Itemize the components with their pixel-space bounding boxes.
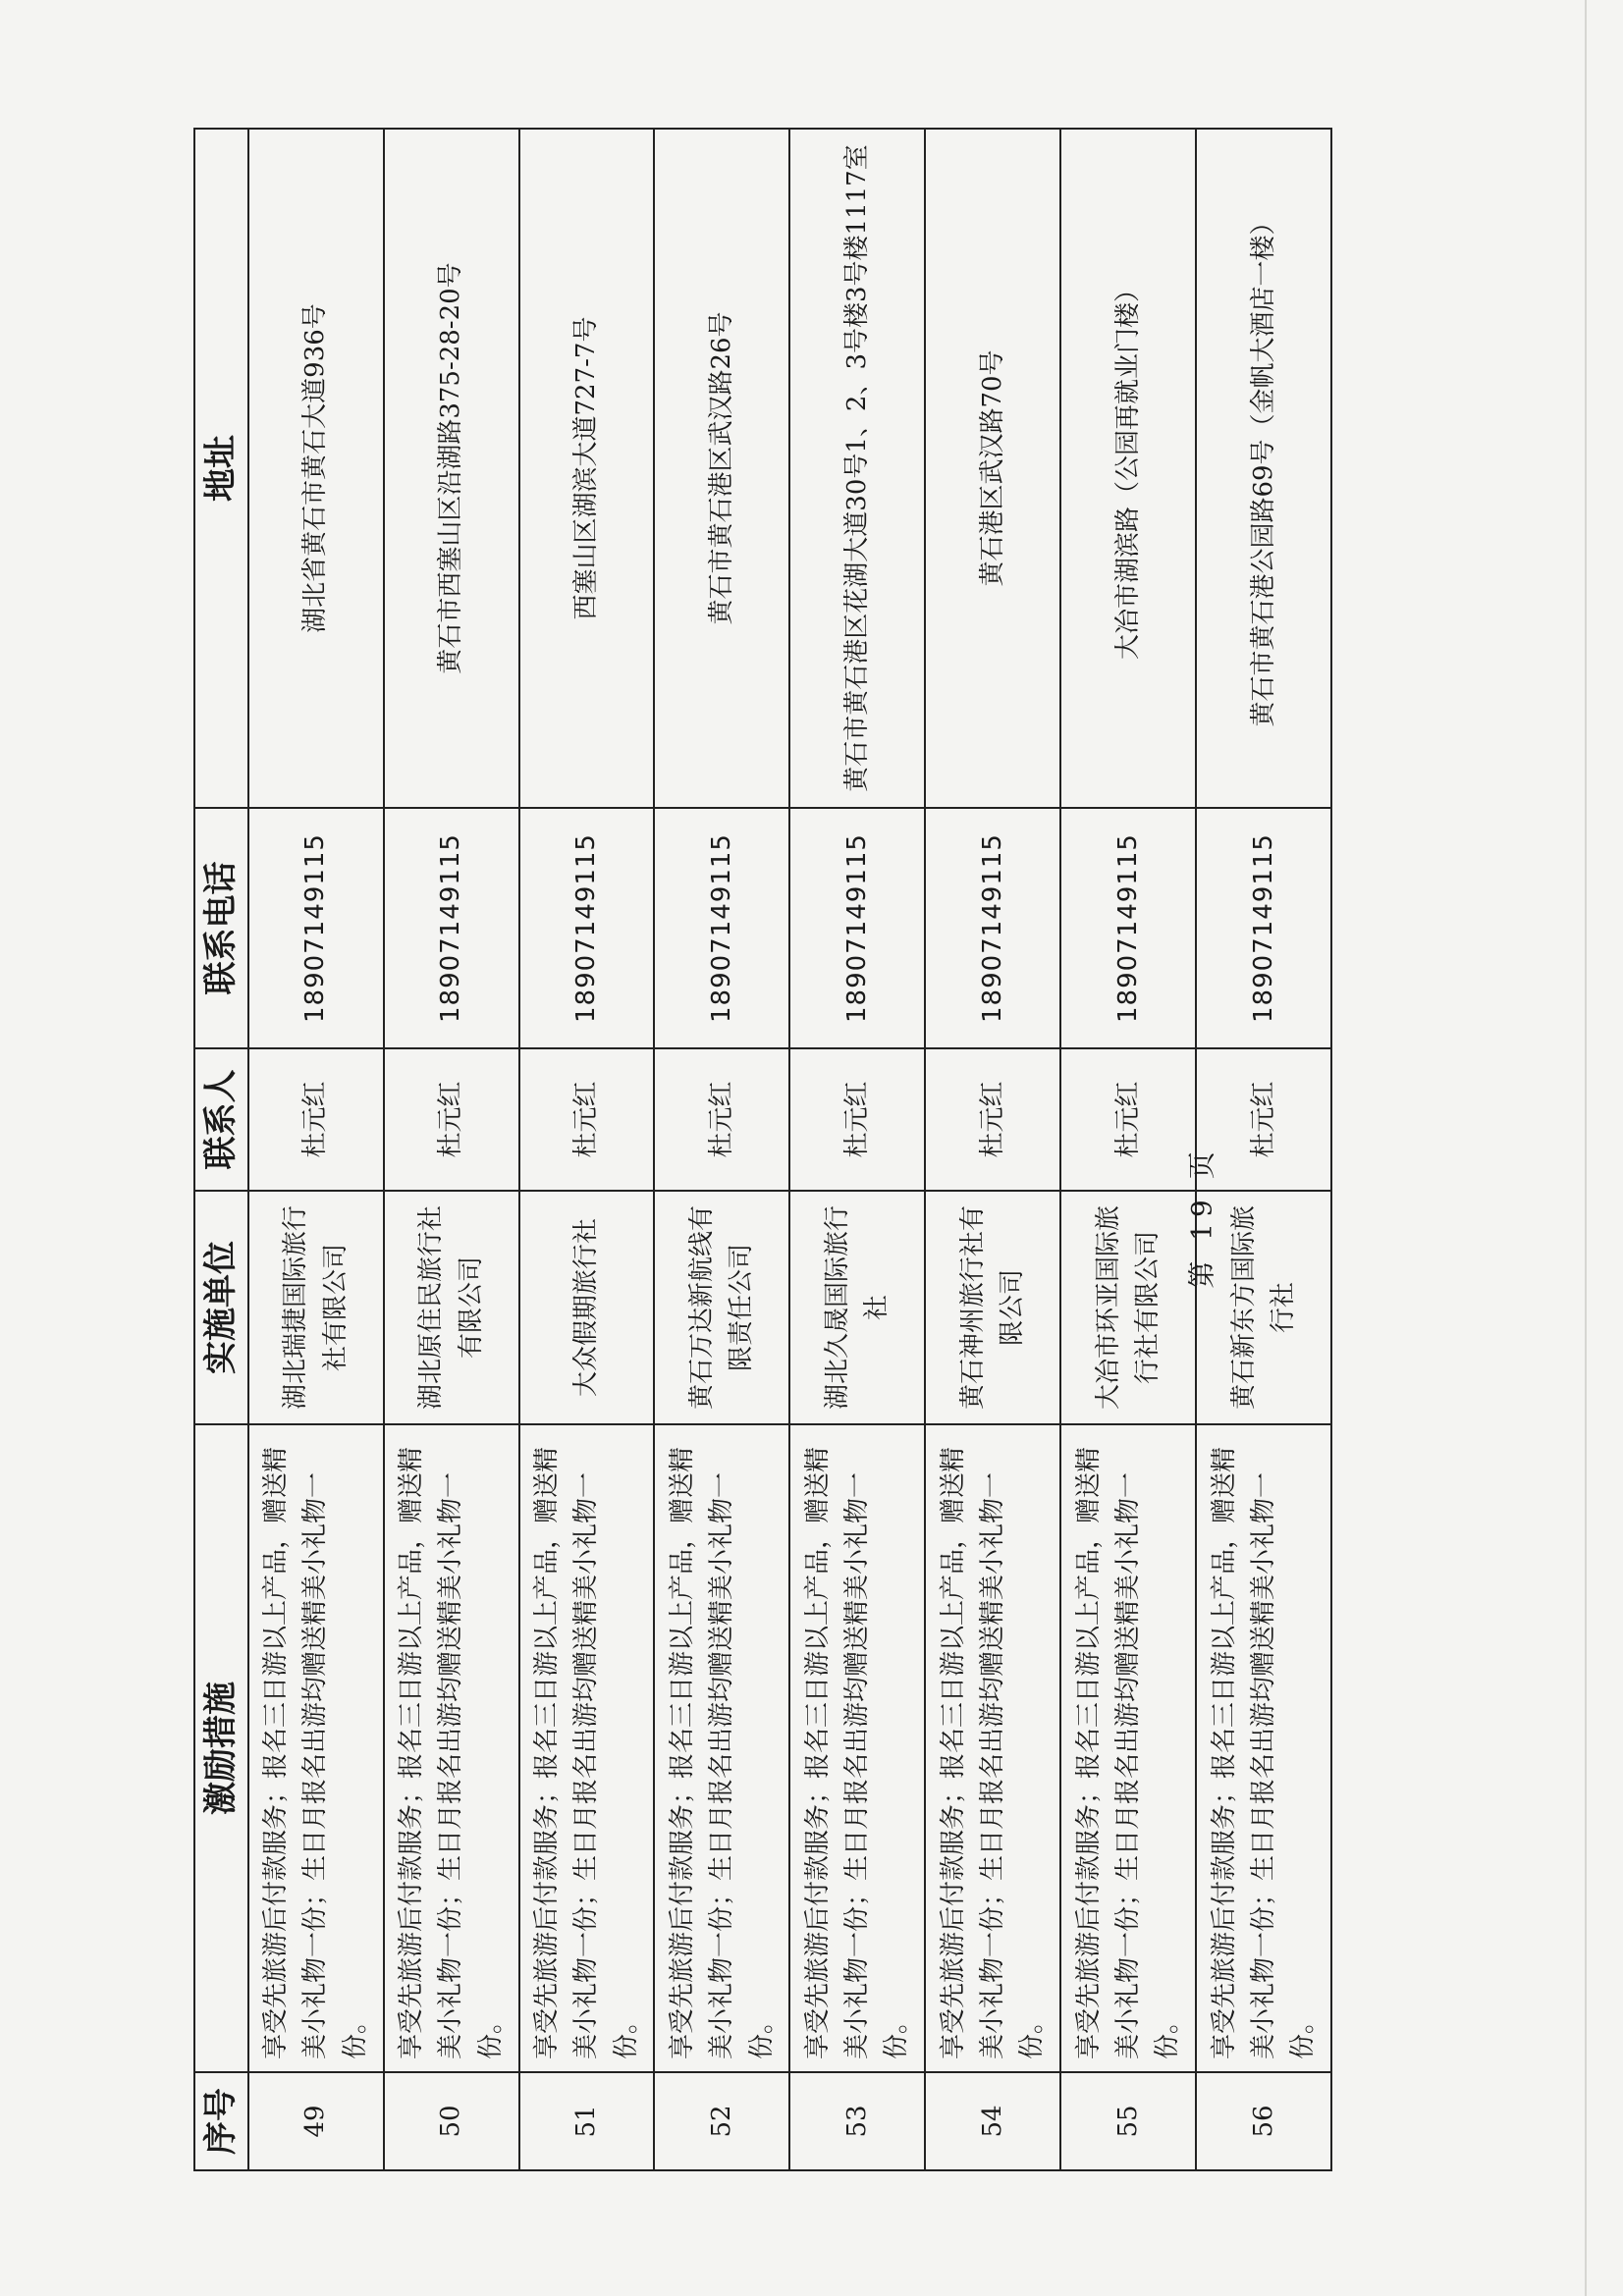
cell-address: 湖北省黄石市黄石大道936号 xyxy=(248,129,384,808)
cell-measure: 享受先旅游后付款服务；报名三日游以上产品，赠送精美小礼物一份；生日月报名出游均赠送精美小礼物一份。 xyxy=(654,1424,789,2072)
cell-contact: 杜元红 xyxy=(248,1048,384,1191)
cell-no: 55 xyxy=(1060,2072,1196,2170)
cell-address: 西塞山区湖滨大道727-7号 xyxy=(519,129,655,808)
header-phone: 联系电话 xyxy=(194,808,248,1048)
cell-address: 黄石港区武汉路70号 xyxy=(925,129,1060,808)
cell-unit: 湖北久晟国际旅行社 xyxy=(789,1191,925,1424)
cell-unit: 大众假期旅行社 xyxy=(519,1191,655,1424)
page-number xyxy=(1171,1119,1230,1315)
cell-contact: 杜元红 xyxy=(789,1048,925,1191)
cell-address: 黄石市黄石港区花湖大道30号1、2、3号楼3号楼1117室 xyxy=(789,129,925,808)
cell-phone: 18907149115 xyxy=(925,808,1060,1048)
page-edge-line xyxy=(1585,0,1587,2296)
cell-no: 51 xyxy=(519,2072,655,2170)
cell-no: 50 xyxy=(384,2072,519,2170)
cell-contact: 杜元红 xyxy=(384,1048,519,1191)
cell-contact: 杜元红 xyxy=(654,1048,789,1191)
cell-measure: 享受先旅游后付款服务；报名三日游以上产品，赠送精美小礼物一份；生日月报名出游均赠送精美小礼物一份。 xyxy=(789,1424,925,2072)
cell-no: 49 xyxy=(248,2072,384,2170)
table-row xyxy=(248,129,384,2170)
cell-unit: 黄石神州旅行社有限公司 xyxy=(925,1191,1060,1424)
header-measure: 激励措施 xyxy=(194,1424,248,2072)
cell-measure: 享受先旅游后付款服务；报名三日游以上产品，赠送精美小礼物一份；生日月报名出游均赠送精美小礼物一份。 xyxy=(925,1424,1060,2072)
cell-phone: 18907149115 xyxy=(248,808,384,1048)
cell-no: 54 xyxy=(925,2072,1060,2170)
table-row xyxy=(789,129,925,2170)
cell-unit: 黄石万达新航线有限责任公司 xyxy=(654,1191,789,1424)
rotated-table-container xyxy=(193,130,1332,2171)
cell-address: 黄石市西塞山区沿湖路375-28-20号 xyxy=(384,129,519,808)
cell-measure: 享受先旅游后付款服务；报名三日游以上产品，赠送精美小礼物一份；生日月报名出游均赠送精美小礼物一份。 xyxy=(1196,1424,1331,2072)
cell-address: 黄石市黄石港公园路69号（金帆大酒店一楼） xyxy=(1196,129,1331,808)
cell-phone: 18907149115 xyxy=(1060,808,1196,1048)
cell-contact: 杜元红 xyxy=(519,1048,655,1191)
incentive-table xyxy=(193,128,1332,2171)
cell-unit: 湖北瑞捷国际旅行社有限公司 xyxy=(248,1191,384,1424)
cell-measure: 享受先旅游后付款服务；报名三日游以上产品，赠送精美小礼物一份；生日月报名出游均赠送精美小礼物一份。 xyxy=(384,1424,519,2072)
header-unit: 实施单位 xyxy=(194,1191,248,1424)
cell-measure: 享受先旅游后付款服务；报名三日游以上产品，赠送精美小礼物一份；生日月报名出游均赠送精美小礼物一份。 xyxy=(519,1424,655,2072)
table-row xyxy=(654,129,789,2170)
cell-phone: 18907149115 xyxy=(654,808,789,1048)
cell-address: 黄石市黄石港区武汉路26号 xyxy=(654,129,789,808)
table-header-row xyxy=(194,129,248,2170)
cell-no: 52 xyxy=(654,2072,789,2170)
header-contact: 联系人 xyxy=(194,1048,248,1191)
cell-contact: 杜元红 xyxy=(1196,1048,1331,1191)
cell-unit: 黄石新东方国际旅行社 xyxy=(1196,1191,1331,1424)
table-row xyxy=(925,129,1060,2170)
cell-phone: 18907149115 xyxy=(519,808,655,1048)
table-row xyxy=(384,129,519,2170)
cell-contact: 杜元红 xyxy=(925,1048,1060,1191)
header-no: 序号 xyxy=(194,2072,248,2170)
cell-address: 大冶市湖滨路（公园再就业门楼） xyxy=(1060,129,1196,808)
cell-no: 56 xyxy=(1196,2072,1331,2170)
page-number-text: 第 19 页 xyxy=(1186,1146,1218,1289)
cell-unit: 大冶市环亚国际旅行社有限公司 xyxy=(1060,1191,1196,1424)
header-address: 地址 xyxy=(194,129,248,808)
cell-measure: 享受先旅游后付款服务；报名三日游以上产品，赠送精美小礼物一份；生日月报名出游均赠送精美小礼物一份。 xyxy=(1060,1424,1196,2072)
cell-phone: 18907149115 xyxy=(789,808,925,1048)
table-row xyxy=(519,129,655,2170)
cell-unit: 湖北原住民旅行社有限公司 xyxy=(384,1191,519,1424)
cell-no: 53 xyxy=(789,2072,925,2170)
cell-phone: 18907149115 xyxy=(384,808,519,1048)
cell-measure: 享受先旅游后付款服务；报名三日游以上产品，赠送精美小礼物一份；生日月报名出游均赠送精美小礼物一份。 xyxy=(248,1424,384,2072)
cell-contact: 杜元红 xyxy=(1060,1048,1196,1191)
cell-phone: 18907149115 xyxy=(1196,808,1331,1048)
